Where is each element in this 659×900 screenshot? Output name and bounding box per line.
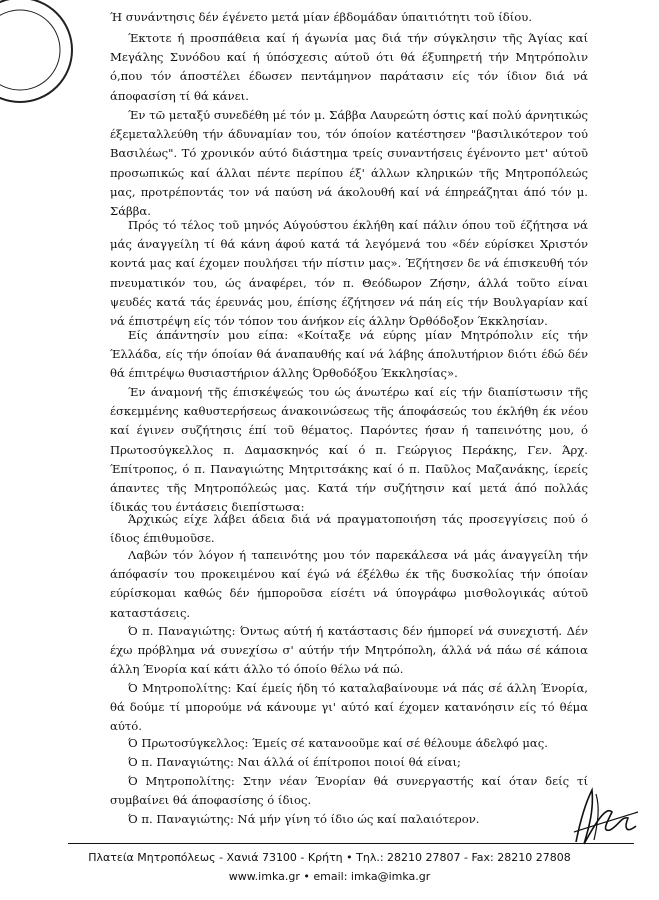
round-stamp-image xyxy=(0,0,80,110)
signature-image xyxy=(566,782,646,852)
paragraph-8: Λαβών τόν λόγον ή ταπεινότης μου τόν παρεκάλεσα νά μάς άναγγείλη τήν άπόφασίν του προκειμένου καί έγώ νά έξέλθω έκ τῆς δυσκολίας τήν όποίαν εύρίσκομαι καθώς δέν ήμποροῦσα είσέτι νά ύπογράφω μισθολογικάς αύτοῦ καταστάσεις. xyxy=(110,548,588,620)
paragraph-6: Έν άναμονή τῆς έπισκέψεώς του ώς άνωτέρω καί είς τήν διαπίστωσιν τῆς έσκεμμένης καθυστερήσεως άνακοινώσεως τῆς άποφάσεώς του έκλήθη έκ νέου καί έγινεν συζήτησις έπί τοῦ θέματος. Παρόντες ήσαν ή ταπεινότης μου, ό Πρωτοσύγκελλος π. Δαμασκηνός καί ό π. Γεώργιος Περάκης, Γεν. Άρχ. Έπίτροπος, ό π. Παναγιώτης Μητριτσάκης καί ό π. Παῦλος Μαζανάκης, ίερείς άπαντες τῆς Μητροπόλεώς μας. Κατά τήν συζήτησιν καί μετά άπό πολλάς ίδικάς του έντάσεις διεπίστωσα: xyxy=(110,385,588,515)
paragraph-4: Πρός τό τέλος τοῦ μηνός Αύγούστου έκλήθη καί πάλιν όπου τοῦ έζήτησα νά μάς άναγγείλη τί θά κάνη άφού κατά τά λεγόμενά του «δέν εύρίσκει Χριστόν κοντά μας καί έχομεν πουλήσει τήν πίστιν μας». Έζήτησεν δε νά έπισκευθή τόν πνευματικόν του, ώς άναφέρει, τόν π. Θεόδωρον Ζήσην, άλλά τοῦτο είναι ψευδές κατά τάς έρευνάς μου, έπίσης έζήτησεν νά πάη είς τήν Βουλγαρίαν καί νά έπιστρέψη είς τόν τόπον του άνήκον είς άλλην Όρθόδοξον Έκκλησίαν. xyxy=(110,218,588,329)
paragraph-11: Ό Πρωτοσύγκελλος: Έμείς σέ κατανοοῦμε καί σέ θέλουμε άδελφό μας. xyxy=(128,736,548,750)
paragraph-7: Άρχικώς είχε λάβει άδεια διά νά πραγματοποιήση τάς προσεγγίσεις πού ό ίδιος έπιθυμοῦσε. xyxy=(110,512,588,546)
paragraph-2: Έκτοτε ή προσπάθεια καί ή άγωνία μας διά τήν σύγκλησιν τῆς Άγίας καί Μεγάλης Συνόδου καί ή ύπόσχεσις αύτοῦ ότι θά έξυπηρετή τήν Μητρόπολιν ό,που τόν άποστέλει έδωσεν πεντάμηνον παράτασιν είς τόν ίδιον διά νά άποφασίση τί θά κάνει. xyxy=(110,31,588,103)
paragraph-9: Ό π. Παναγιώτης: Όντως αύτή ή κατάστασις δέν ήμπορεί νά συνεχιστή. Δέν έχω πρόβλημα νά συνεχίσω σ' αύτήν τήν Μητρόπολη, άλλά νά πάω σέ κάποια άλλη Ένορία καί κάτι άλλο τό όποίο θέλω νά πώ. xyxy=(110,624,588,677)
paragraph-13: Ό Μητροπολίτης: Στην νέαν Ένορίαν θά συνεργαστής καί όταν δείς τί συμβαίνει θά άποφασίσης ό ίδιος. xyxy=(110,774,588,808)
paragraph-14: Ό π. Παναγιώτης: Νά μήν γίνη τό ίδιο ώς καί παλαιότερον. xyxy=(128,812,480,826)
paragraph-3: Έν τῶ μεταξύ συνεδέθη μέ τόν μ. Σάββα Λαυρεώτη όστις καί πολύ άρνητικώς έξεμεταλλεύθη τήν άδυναμίαν του, τόν όποίον κατέστησεν "βασιλικότερον τού Βασιλέως". Τό χρονικόν αύτό διάστημα τρείς συναντήσεις έγένοντο μετ' αύτοῦ προσωπικώς καί άλλαι πέντε περίπου έξ' άλλων κληρικών τῆς Μητροπόλεώς μας, προτρέποντάς τον νά παύση νά άκολουθή καί νά έπηρεάζηται άπό τόν μ. Σάββα. xyxy=(110,108,588,219)
paragraph-10: Ό Μητροπολίτης: Καί έμείς ήδη τό καταλαβαίνουμε νά πάς σέ άλλη Ένορία, θά δούμε τί μπορούμε νά κάνουμε γι' αύτό καί έχομεν κατανόησιν είς τό θέμα αύτό. xyxy=(110,681,588,734)
paragraph-5: Είς άπάντησίν μου είπα: «Κοίταξε νά εύρης μίαν Μητρόπολιν είς τήν Έλλάδα, είς τήν όποίαν θά άναπαυθής καί νά λάβης άπολυτήριον διότι έδώ δέν θά έπιτρέψω θυσιαστήριον άλλης Όρθοδόξου Έκκλησίας». xyxy=(110,328,588,381)
footer-divider xyxy=(68,843,634,844)
footer-address: Πλατεία Μητροπόλεως - Χανιά 73100 - Κρήτη • Τηλ.: 28210 27807 - Fax: 28210 27808 xyxy=(88,851,571,864)
footer-contact: www.imka.gr • email: imka@imka.gr xyxy=(228,870,431,883)
paragraph-12: Ό π. Παναγιώτης: Ναι άλλά οί έπίτροποι ποιοί θά είναι; xyxy=(128,755,461,769)
paragraph-1: Ή συνάντησις δέν έγένετο μετά μίαν έβδομάδαν ύπαιτιότητι τοῦ ίδίου. xyxy=(110,10,533,24)
